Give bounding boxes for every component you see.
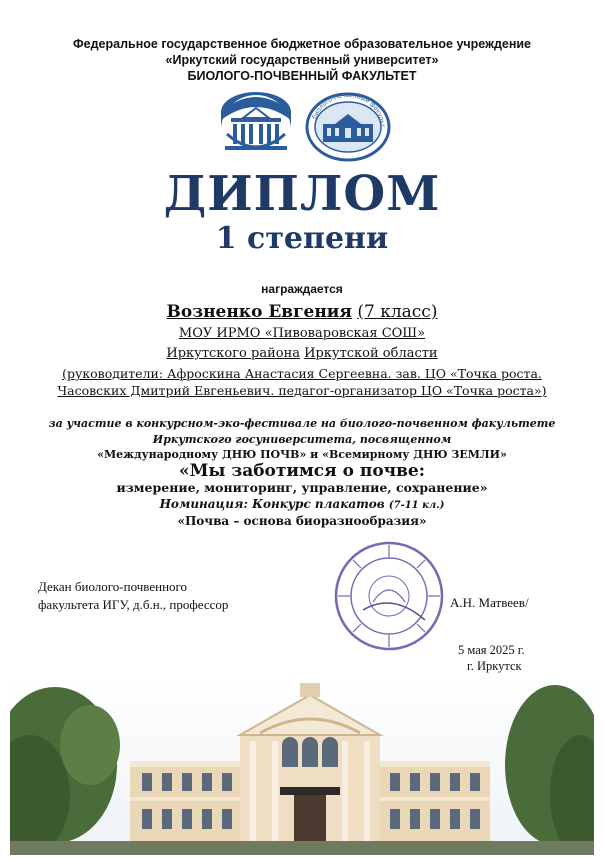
diploma-title: ДИПЛОМ [163, 166, 441, 222]
seal-text: биолого-почвенный факульт [311, 91, 387, 128]
university-emblem-icon [219, 90, 293, 154]
dean-name: А.Н. Матвеев/ [450, 595, 529, 610]
contest-motto-sub: измерение, мониторинг, управление, сохранение» [116, 480, 488, 495]
nomination-grades: (7-11 кл.) [388, 500, 445, 511]
topic: «Почва – основа биоразнообразия» [177, 514, 427, 528]
region: Иркутской области [304, 346, 438, 361]
recipient-grade: (7 класс) [357, 302, 438, 322]
official-stamp-icon [333, 540, 445, 652]
recipient-name: Возненко Евгения [166, 302, 352, 322]
recipient-line [0, 301, 604, 323]
district: Иркутского района [166, 346, 300, 361]
nomination-line [0, 496, 604, 514]
institution-name: Федеральное государственное бюджетное образовательное учреждение [72, 37, 532, 51]
faculty-seal-icon [305, 90, 391, 164]
school-name: МОУ ИРМО «Пивоваровская СОШ» [178, 326, 426, 341]
nomination-label: Номинация: Конкурс плакатов [159, 497, 385, 511]
diploma-degree: 1 степени [215, 221, 389, 256]
contest-line-3: «Международному ДНЮ ПОЧВ» и «Всемирному ДНЮ ЗЕМЛИ» [97, 448, 507, 461]
university-name: «Иркутский государственный университет» [165, 53, 439, 67]
supervisors-line-2: Часовских Дмитрий Евгеньевич. педагог-организатор ЦО «Точка роста») [57, 383, 547, 398]
supervisors-line-1: (руководители: Афроскина Анастасия Сергеевна. зав. ЦО «Точка роста. [62, 366, 542, 381]
contest-line-1: за участие в конкурсном-эко-фестивале на биолого-почвенном факультете [48, 417, 556, 430]
faculty-name: БИОЛОГО-ПОЧВЕННЫЙ ФАКУЛЬТЕТ [187, 69, 417, 83]
dean-title-line-2: факультета ИГУ, д.б.н., профессор [38, 597, 229, 612]
university-building-photo-icon [10, 675, 594, 855]
contest-motto: «Мы заботимся о почве: [178, 461, 426, 481]
contest-line-2: Иркутского госуниверситета, посвященном [152, 433, 452, 446]
issue-city: г. Иркутск [467, 659, 522, 673]
dean-title-line-1: Декан биолого-почвенного [38, 579, 188, 594]
awarded-label: награждается [261, 282, 343, 296]
issue-date: 5 мая 2025 г. [458, 643, 525, 657]
location-line [0, 345, 604, 363]
